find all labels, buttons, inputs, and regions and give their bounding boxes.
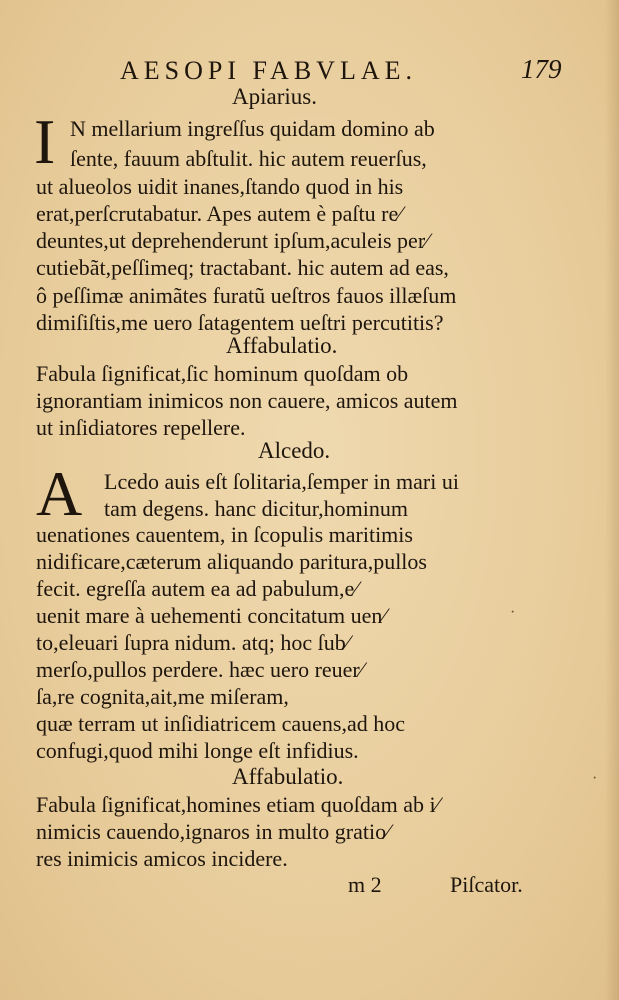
fable-title-apiarius: Apiarius. [232, 84, 317, 109]
text-line: quæ terram ut inſidiatricem cauens,ad hoc [36, 711, 405, 736]
marginal-mark: · [510, 604, 516, 621]
moral-line: ut inſidiatores repellere. [36, 415, 246, 440]
moral-title: Affabulatio. [232, 764, 344, 789]
text-line: erat,perſcrutabatur. Apes autem è paſtu re⁄ [36, 201, 402, 226]
text-line: confugi,quod mihi longe eſt infidius. [36, 738, 359, 763]
text-line: N mellarium ingreſſus quidam domino ab [70, 116, 435, 141]
moral-title: Affabulatio. [226, 333, 338, 358]
text-line: tam degens. hanc dicitur,hominum [104, 496, 408, 521]
moral-line: Fabula ſignificat,homines etiam quoſdam ab i⁄ [36, 792, 440, 817]
text-line: ſa,re cognita,ait,me miſeram, [36, 684, 289, 709]
drop-capital: I [34, 106, 56, 177]
signature-mark: m 2 [348, 872, 382, 897]
drop-capital: A [36, 458, 83, 529]
catchword: Piſcator. [450, 872, 523, 897]
text-line: ſente, fauum abſtulit. hic autem reuerſus, [70, 146, 427, 171]
text-line: merſo,pullos perdere. hæc uero reuer⁄ [36, 657, 364, 682]
text-line: deuntes,ut deprehenderunt ipſum,aculeis per⁄ [36, 228, 429, 253]
fable-title-alcedo: Alcedo. [258, 438, 331, 463]
text-line: cutiebãt,peſſimeq; tractabant. hic autem ad eas, [36, 255, 449, 280]
text-line: uenit mare à uehementi concitatum uen⁄ [36, 603, 387, 628]
text-line: uenationes cauentem, in ſcopulis maritimis [36, 522, 413, 547]
text-line: fecit. egreſſa autem ea ad pabulum,e⁄ [36, 576, 358, 601]
page-number: 179 [521, 54, 562, 84]
moral-line: res inimicis amicos incidere. [36, 846, 288, 871]
text-line: Lcedo auis eſt ſolitaria,ſemper in mari ui [104, 469, 459, 494]
moral-line: Fabula ſignificat,ſic hominum quoſdam ob [36, 361, 409, 386]
moral-line: nimicis cauendo,ignaros in multo gratio⁄ [36, 819, 390, 844]
page-edge-shadow [605, 0, 619, 1000]
text-line: dimiſiſtis,me uero ſatagentem ueſtri percutitis? [36, 310, 444, 335]
text-line: ô peſſimæ animãtes furatũ ueſtros fauos illæſum [36, 283, 457, 308]
running-head: AESOPI FABVLAE. [120, 56, 417, 85]
moral-line: ignorantiam inimicos non cauere, amicos autem [36, 388, 458, 413]
text-line: ut alueolos uidit inanes,ſtando quod in his [36, 174, 404, 199]
marginal-mark: · [592, 770, 598, 787]
text-line: nidificare,cæterum aliquando paritura,pullos [36, 549, 427, 574]
text-line: to,eleuari ſupra nidum. atq; hoc ſub⁄ [36, 630, 350, 655]
